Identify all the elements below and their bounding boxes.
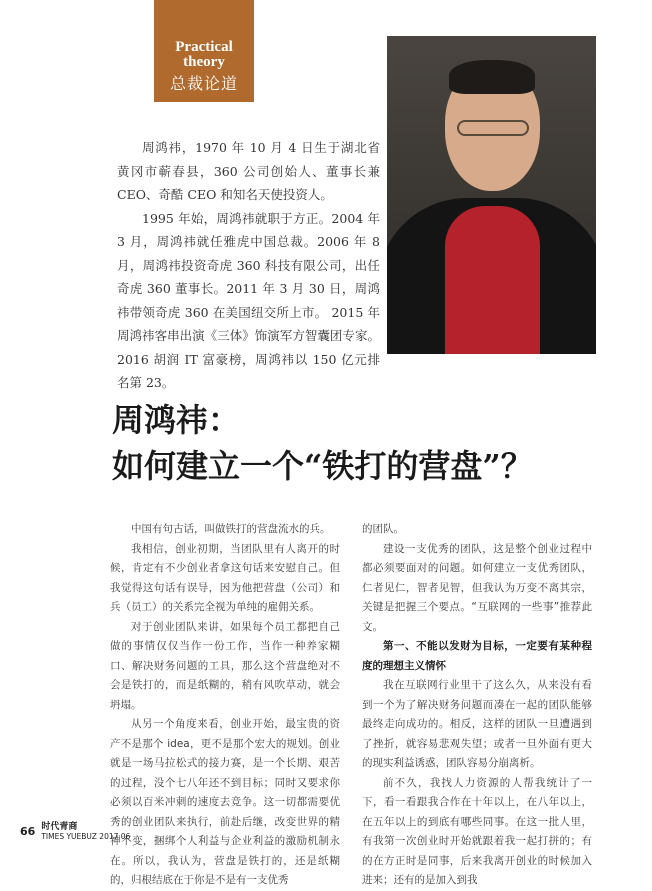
portrait-photo xyxy=(387,36,596,354)
magazine-info xyxy=(41,822,130,842)
page-number: 66 xyxy=(20,825,36,838)
bio-block xyxy=(117,136,380,395)
magazine-name-en: TIMES YUEBUZ 2017·06 xyxy=(41,832,131,841)
section-tab xyxy=(154,0,254,102)
page-footer xyxy=(20,822,130,842)
article-column-right xyxy=(362,520,592,891)
article-column-left xyxy=(110,520,340,891)
article-paragraph: 对于创业团队来讲，如果每个员工都把自己做的事情仅仅当作一份工作，当作一种养家糊口、解决财务问题的工具，那么这个营盘绝对不会是铁打的，而是纸糊的，稍有风吹草动，就会坍塌。 xyxy=(110,620,340,711)
article-paragraph: 中国有句古话，叫做铁打的营盘流水的兵。 xyxy=(131,523,331,535)
photo-glasses xyxy=(457,120,529,136)
article-paragraph: 我相信，创业初期，当团队里有人离开的时候，肯定有不少创业者拿这句话来安慰自己。但我觉得这句话有误导，因为他把营盘（公司）和兵（员工）的关系完全视为单纯的雇佣关系。 xyxy=(110,542,340,613)
article-paragraph: 从另一个角度来看，创业开始，最宝贵的资产不是那个 idea，更不是那个宏大的规划。创业就是一场马拉松式的接力赛，是一个长期、艰苦的过程，没个七八年还不到目标；同时又要求你必须以百米冲刺的速度去竞争。这一切都需要优秀的创业团队来执行，前赴后继，改变世界的精神不变，捆绑个人利益与企业利益的激励机制永在。所以，我认为，营盘是铁打的，还是纸糊的，归根结底在于你是不是有一支优秀 xyxy=(110,718,340,886)
bio-paragraph: 1995 年始，周鸿祎就职于方正。2004 年 3 月，周鸿祎就任雅虎中国总裁。2006 年 8 月，周鸿祎投资奇虎 360 科技有限公司，出任奇虎 360 董事长。2011 年 3 月 30 日，周鸿祎带领奇虎 360 在美国纽交所上市。 2015 年周鸿祎客串出演《三体》饰演军方智囊团专家。2016 胡润 IT 富豪榜，周鸿祎以 150 亿元排名第 23。 xyxy=(117,210,380,390)
headline-name: 周鸿祎： xyxy=(112,401,241,439)
bio-paragraph: 周鸿祎，1970 年 10 月 4 日生于湖北省黄冈市蕲春县，360 公司创始人、董事长兼 CEO、奇酷 CEO 和知名天使投资人。 xyxy=(117,140,380,202)
article-paragraph: 前不久，我找人力资源的人帮我统计了一下，看一看跟我合作在十年以上，在八年以上，在五年以上的到底有哪些同事。在这一批人里，有我第一次创业时开始就跟着我一起打拼的；有的在方正时是同事，后来我离开创业的时候加入进来；还有的是加入到我 xyxy=(362,776,592,886)
photo-sweater xyxy=(445,206,540,354)
magazine-name-cn: 时代青商 xyxy=(41,822,78,832)
article-paragraph: 我在互联网行业里干了这么久，从来没有看到一个为了解决财务问题而凑在一起的团队能够最终走向成功的。相反，这样的团队一旦遭遇到了挫折，就容易悲观失望；或者一旦外面有更大的现实利益诱惑，团队容易分崩离析。 xyxy=(362,679,592,769)
section-label-en: Practical theory xyxy=(175,39,233,70)
headline-subtitle: 如何建立一个“铁打的营盘”？ xyxy=(112,447,533,485)
section-label-cn: 总裁论道 xyxy=(169,74,238,93)
photo-hair xyxy=(449,60,535,94)
article-headline xyxy=(112,398,632,488)
article-paragraph: 的团队。 xyxy=(362,523,404,535)
article-paragraph: 建设一支优秀的团队，这是整个创业过程中都必须要面对的问题。如何建立一支优秀团队，仁者见仁，智者见智，但我认为万变不离其宗，关键是把握三个要点。“互联网的一些事”推荐此文。 xyxy=(362,542,592,633)
section-heading: 第一、不能以发财为目标，一定要有某种程度的理想主义情怀 xyxy=(362,640,592,672)
